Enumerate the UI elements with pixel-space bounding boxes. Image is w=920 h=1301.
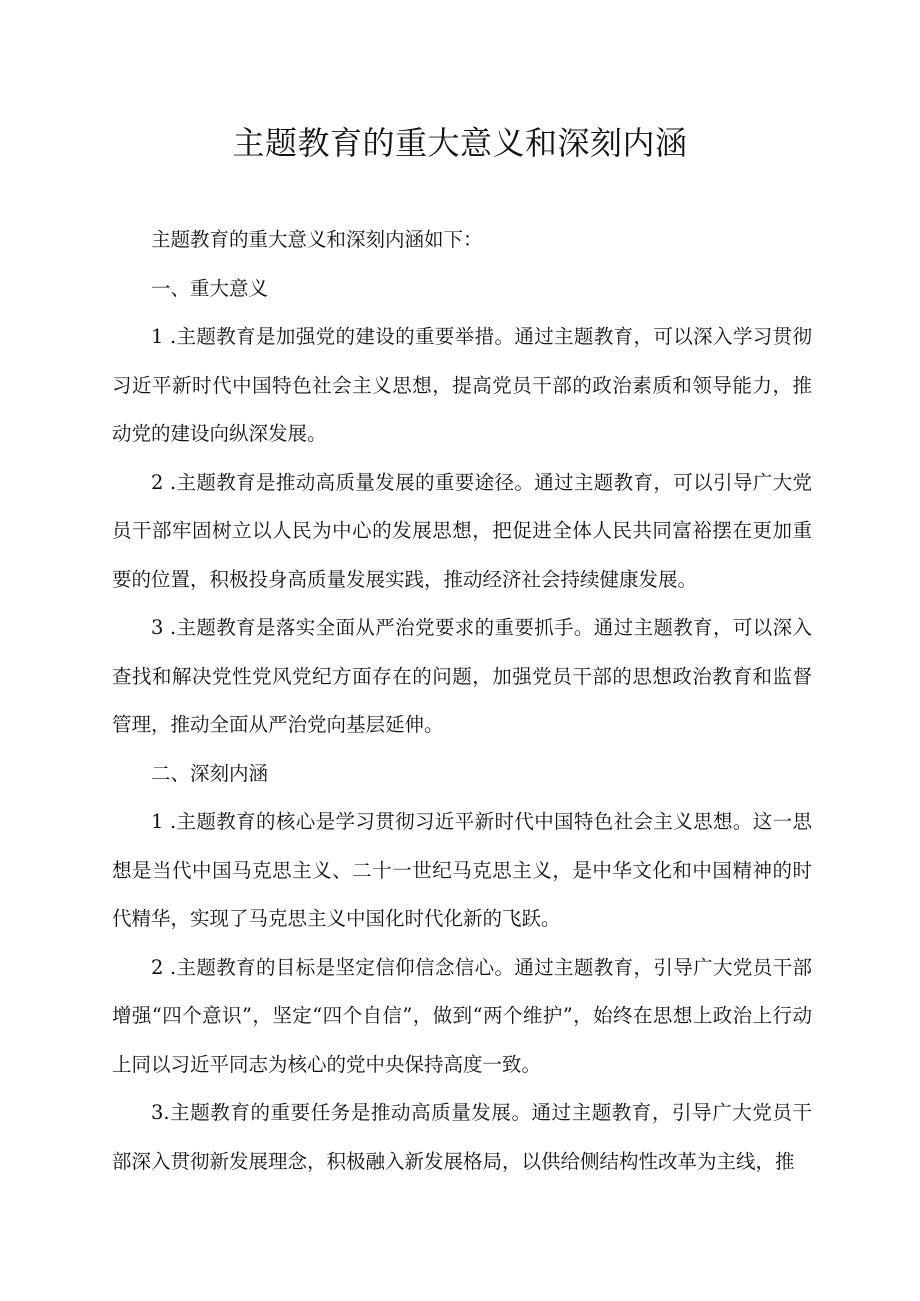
page-title: 主题教育的重大意义和深刻内涵: [232, 124, 688, 162]
paragraph: 1 .主题教育的核心是学习贯彻习近平新时代中国特色社会主义思想。这一思想是当代中国马克思主义、二十一世纪马克思主义，是中华文化和中国精神的时代精华，实现了马克思主义中国化时代化新的飞跃。: [112, 810, 812, 930]
section-heading-connotation: 二、深刻内涵: [151, 761, 269, 785]
paragraph: 2 .主题教育是推动高质量发展的重要途径。通过主题教育，可以引导广大党员干部牢固树立以人民为中心的发展思想，把促进全体人民共同富裕摆在更加重要的位置，积极投身高质量发展实践，推动经济社会持续健康发展。: [112, 470, 812, 591]
paragraph: 3.主题教育的重要任务是推动高质量发展。通过主题教育，引导广大党员干部深入贯彻新发展理念，积极融入新发展格局，以供给侧结构性改革为主线，推: [112, 1101, 812, 1173]
paragraph: 1 .主题教育是加强党的建设的重要举措。通过主题教育，可以深入学习贯彻习近平新时代中国特色社会主义思想，提高党员干部的政治素质和领导能力，推动党的建设向纵深发展。: [112, 325, 812, 445]
section-heading-significance: 一、重大意义: [151, 276, 269, 300]
document-body: [112, 216, 812, 1186]
intro-paragraph: 主题教育的重大意义和深刻内涵如下：: [151, 228, 483, 251]
paragraph: 2 .主题教育的目标是坚定信仰信念信心。通过主题教育，引导广大党员干部增强“四个意识”，坚定“四个自信”，做到“两个维护”，始终在思想上政治上行动上同以习近平同志为核心的党中央保持高度一致。: [112, 955, 812, 1076]
paragraph: 3 .主题教育是落实全面从严治党要求的重要抓手。通过主题教育，可以深入查找和解决党性党风党纪方面存在的问题，加强党员干部的思想政治教育和监督管理，推动全面从严治党向基层延伸。: [112, 616, 812, 736]
